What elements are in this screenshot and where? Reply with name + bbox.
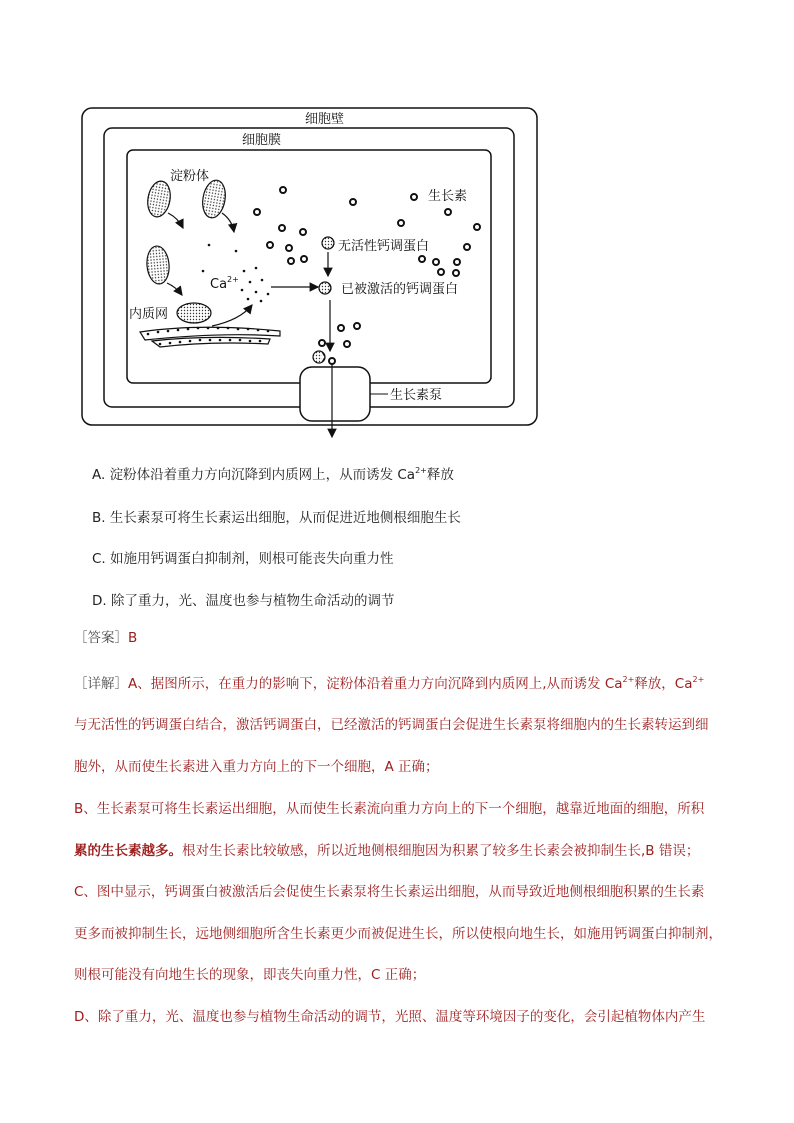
er-label: 内质网 <box>129 307 169 322</box>
pump-calmodulin-icon <box>313 351 325 363</box>
detail-line-5: 累的生长素越多。根对生长素比较敏感，所以近地侧根细胞因为积累了较多生长素会被抑制生长,B 错误； <box>74 843 700 859</box>
detail-line-3: 胞外，从而使生长素进入重力方向上的下一个细胞，A 正确； <box>74 759 439 775</box>
detail-line-4: B、生长素泵可将生长素运出细胞，从而使生长素流向重力方向上的下一个细胞，越靠近地面的细胞，所积 <box>74 801 705 817</box>
calcium-ions <box>202 244 270 303</box>
cell-wall-label: 细胞壁 <box>305 112 345 127</box>
calcium-label: $Ca^{2+}$ <box>210 275 239 292</box>
inactive-calmodulin-icon <box>322 237 334 249</box>
option-b: B. 生长素泵可将生长素运出细胞，从而促进近地侧根细胞生长 <box>92 510 461 526</box>
detail-line-7: 更多而被抑制生长，远地侧细胞所含生长素更少而被促进生长，所以使根向地生长，如施用钙调蛋白抑制剂， <box>74 926 722 942</box>
activated-calmodulin-icon <box>319 282 331 294</box>
answer-value: B <box>128 630 138 646</box>
amyloplast-group <box>145 178 228 323</box>
auxin-label: 生长素 <box>428 189 468 204</box>
answer-label: ［答案］ <box>74 630 128 646</box>
detail-line-1: ［详解］A、据图所示，在重力的影响下，淀粉体沿着重力方向沉降到内质网上,从而诱发 $Ca^{2+}$释放，$Ca^{2+}$ <box>74 675 705 692</box>
inactive-calmodulin-label: 无活性钙调蛋白 <box>338 239 430 254</box>
detail-line-9: D、除了重力，光、温度也参与植物生命活动的调节，光照、温度等环境因子的变化，会引起植物体内产生 <box>74 1009 706 1025</box>
cytoplasm-outline <box>127 150 491 383</box>
auxin-pump <box>300 367 370 421</box>
answer-line <box>74 626 137 646</box>
endoplasmic-reticulum <box>140 327 280 347</box>
activated-calmodulin-label: 已被激活的钙调蛋白 <box>341 282 459 297</box>
amyloplast-label: 淀粉体 <box>170 169 210 184</box>
cell-membrane-label: 细胞膜 <box>242 133 282 148</box>
option-a: A. 淀粉体沿着重力方向沉降到内质网上，从而诱发 $Ca^{2+}$释放 <box>92 466 454 483</box>
auxin-pump-label: 生长素泵 <box>390 388 443 403</box>
detail-line-2: 与无活性的钙调蛋白结合，激活钙调蛋白，已经激活的钙调蛋白会促进生长素泵将细胞内的生长素转运到细 <box>74 717 709 733</box>
detail-line-8: 则根可能没有向地生长的现象，即丧失向重力性，C 正确； <box>74 967 426 983</box>
auxin-molecules <box>254 187 480 364</box>
cell-diagram <box>0 0 794 440</box>
option-d: D. 除了重力，光、温度也参与植物生命活动的调节 <box>92 593 395 609</box>
option-c: C. 如施用钙调蛋白抑制剂，则根可能丧失向重力性 <box>92 551 394 567</box>
detail-line-6: C、图中显示，钙调蛋白被激活后会促使生长素泵将生长素运出细胞，从而导致近地侧根细胞积累的生长素 <box>74 884 705 900</box>
